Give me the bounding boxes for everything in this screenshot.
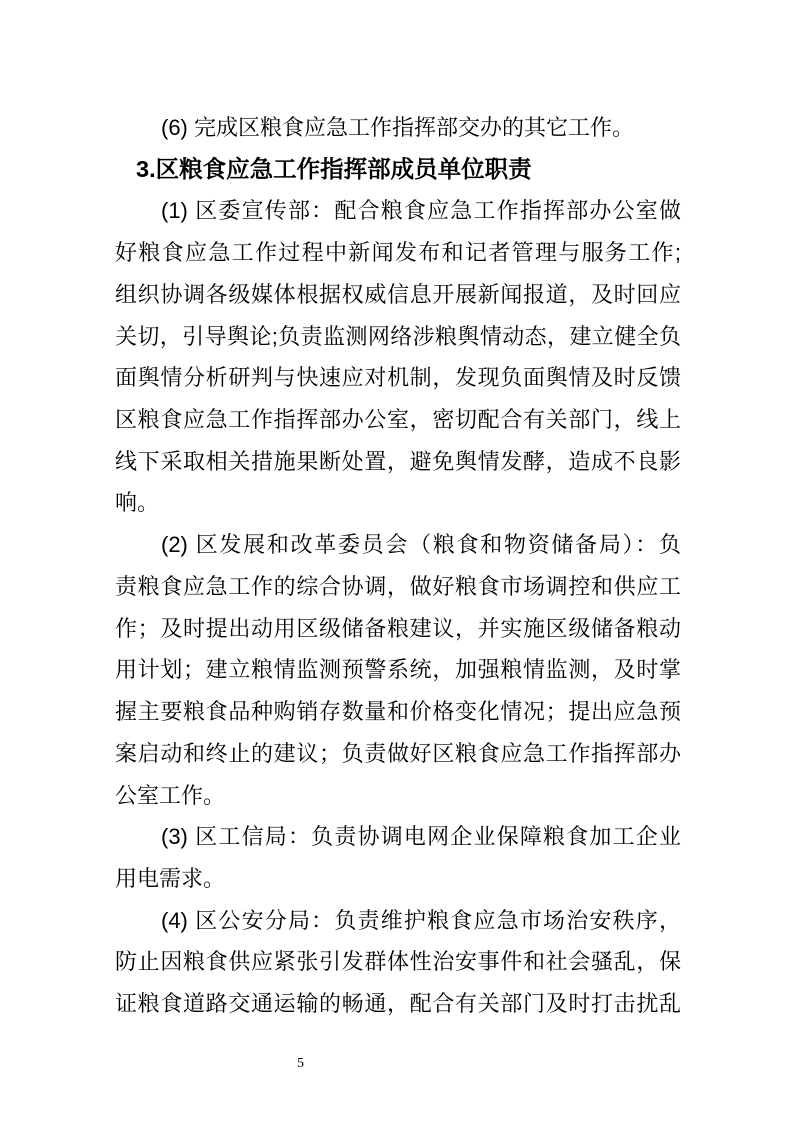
text-line: 响。 — [115, 490, 160, 516]
text-line: 握主要粮食品种购销存数量和价格变化情况；提出应急预 — [115, 699, 681, 725]
text-line: 好粮食应急工作过程中新闻发布和记者管理与服务工作; — [115, 240, 681, 266]
text-line: 面舆情分析研判与快速应对机制，发现负面舆情及时反馈 — [115, 365, 681, 391]
text-line: 公室工作。 — [115, 782, 226, 808]
text-line: 线下采取相关措施果断处置，避免舆情发酵，造成不良影 — [115, 448, 681, 474]
page-number: 5 — [297, 1056, 304, 1071]
text-line: (2) 区发展和改革委员会（粮食和物资储备局）：负 — [161, 532, 681, 558]
text-line: 证粮食道路交通运输的畅通，配合有关部门及时打击扰乱 — [115, 991, 681, 1017]
text-line: (3) 区工信局：负责协调电网企业保障粮食加工企业 — [161, 824, 681, 850]
text-line: (1) 区委宣传部：配合粮食应急工作指挥部办公室做 — [161, 198, 681, 224]
text-line: 组织协调各级媒体根据权威信息开展新闻报道，及时回应 — [115, 281, 681, 307]
text-line: 作；及时提出动用区级储备粮建议，并实施区级储备粮动 — [115, 615, 681, 641]
text-line: 用计划；建立粮情监测预警系统，加强粮情监测，及时掌 — [115, 657, 681, 683]
text-line: 用电需求。 — [115, 865, 226, 891]
section-heading-line: 3.区粮食应急工作指挥部成员单位职责 — [136, 155, 532, 182]
text-line: 区粮食应急工作指挥部办公室，密切配合有关部门，线上 — [115, 407, 681, 433]
text-line: 防止因粮食供应紧张引发群体性治安事件和社会骚乱，保 — [115, 949, 681, 975]
text-line: 责粮食应急工作的综合协调，做好粮食市场调控和供应工 — [115, 573, 681, 599]
text-line: (4) 区公安分局：负责维护粮食应急市场治安秩序， — [161, 907, 681, 933]
text-line: (6) 完成区粮食应急工作指挥部交办的其它工作。 — [161, 115, 635, 140]
document-body — [115, 107, 681, 1025]
text-line: 案启动和终止的建议；负责做好区粮食应急工作指挥部办 — [115, 740, 681, 766]
text-line: 关切，引导舆论;负责监测网络涉粮舆情动态，建立健全负 — [115, 323, 681, 349]
